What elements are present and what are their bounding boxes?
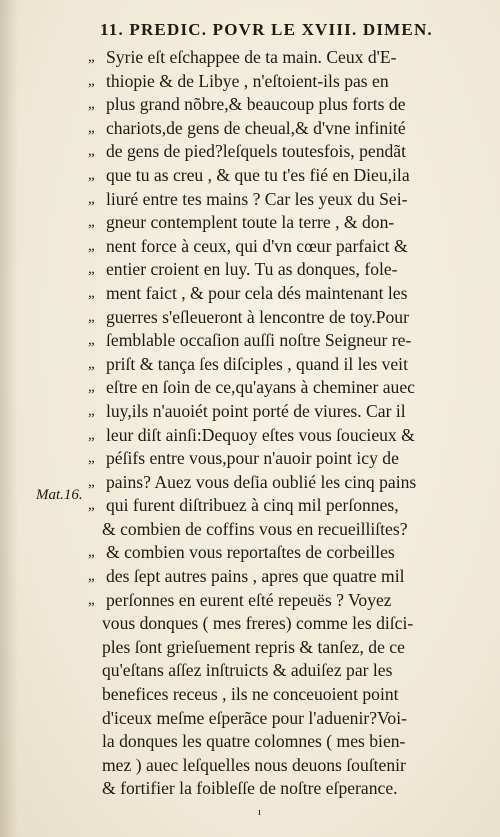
line-text: péſifs entre vous,pour n'auoir point icy de xyxy=(106,448,399,469)
quote-mark: „ xyxy=(88,143,95,160)
line-text: que tu as creu , & que tu t'es fié en Dieu,ila xyxy=(106,164,410,185)
line-text: chariots,de gens de cheual,& d'vne infinité xyxy=(106,117,406,138)
text-line xyxy=(88,777,478,801)
line-text: entier croient en luy. Tu as donques, fole- xyxy=(106,259,398,280)
quote-mark: „ xyxy=(88,166,95,183)
folio-mark: ı xyxy=(258,806,262,818)
text-line xyxy=(88,494,478,518)
quote-mark: „ xyxy=(88,308,95,325)
quote-mark: „ xyxy=(88,237,95,254)
page-gutter-shadow xyxy=(0,0,18,837)
text-line xyxy=(88,424,478,448)
line-text: vous donques ( mes freres) comme les diſci- xyxy=(102,613,414,634)
line-text: d'iceux meſme eſperãce pour l'aduenir?Voi- xyxy=(102,707,407,728)
line-text: priſt & tança ſes diſciples , quand il les veit xyxy=(106,353,408,374)
text-line xyxy=(88,659,478,683)
text-line xyxy=(88,589,478,613)
text-line xyxy=(88,730,478,754)
line-text: guerres s'eſleueront à lencontre de toy.Pour xyxy=(106,306,409,327)
text-line xyxy=(88,353,478,377)
text-line xyxy=(88,235,478,259)
running-head: 11. PREDIC. POVR LE XVIII. DIMEN. xyxy=(100,20,433,39)
text-line xyxy=(88,376,478,400)
line-text: de gens de pied?leſquels toutesfois, pendãt xyxy=(106,141,406,162)
quote-mark: „ xyxy=(88,119,95,136)
text-line xyxy=(88,258,478,282)
quote-mark: „ xyxy=(88,544,95,561)
text-line xyxy=(88,707,478,731)
line-text: leur diſt ainſi:Dequoy eſtes vous ſoucieux & xyxy=(106,424,415,445)
text-line xyxy=(88,140,478,164)
text-line xyxy=(88,211,478,235)
text-line xyxy=(88,93,478,117)
text-line xyxy=(88,306,478,330)
quote-mark: „ xyxy=(88,332,95,349)
quote-mark: „ xyxy=(88,72,95,89)
line-text: la donques les quatre colomnes ( mes bien- xyxy=(102,731,406,752)
body-text xyxy=(88,46,478,801)
text-line xyxy=(88,754,478,778)
line-text: plus grand nõbre,& beaucoup plus forts de xyxy=(106,94,406,115)
text-line xyxy=(88,117,478,141)
text-line xyxy=(88,541,478,565)
text-line xyxy=(88,70,478,94)
line-text: pains? Auez vous deſia oublié les cinq pains xyxy=(106,471,417,492)
line-text: ſemblable occaſion auſſi noſtre Seigneur re- xyxy=(106,330,412,351)
line-text: & combien de coffins vous en recueilliſtes? xyxy=(102,518,408,539)
text-line xyxy=(88,329,478,353)
quote-mark: „ xyxy=(88,190,95,207)
line-text: qui furent diſtribuez à cinq mil perſonnes, xyxy=(106,495,399,516)
quote-mark: „ xyxy=(88,473,95,490)
text-line xyxy=(88,164,478,188)
line-text: qu'eſtans aſſez inſtruicts & aduiſez par les xyxy=(102,660,393,681)
quote-mark: „ xyxy=(88,568,95,585)
line-text: mez ) auec leſquelles nous deuons ſouſtenir xyxy=(102,754,406,775)
line-text: luy,ils n'auoiét point porté de viures. Car il xyxy=(106,400,406,421)
quote-mark: „ xyxy=(88,402,95,419)
line-text: & combien vous reportaſtes de corbeilles xyxy=(106,542,395,563)
line-text: des ſept autres pains , apres que quatre mil xyxy=(106,566,405,587)
quote-mark: „ xyxy=(88,450,95,467)
quote-mark: „ xyxy=(88,96,95,113)
line-text: gneur contemplent toute la terre , & don- xyxy=(106,212,395,233)
text-line xyxy=(88,565,478,589)
quote-mark: „ xyxy=(88,426,95,443)
line-text: liuré entre tes mains ? Car les yeux du Sei- xyxy=(106,188,408,209)
text-line xyxy=(88,636,478,660)
quote-mark: „ xyxy=(88,49,95,65)
quote-mark: „ xyxy=(88,591,95,608)
text-line xyxy=(88,612,478,636)
text-line xyxy=(88,518,478,542)
line-text: eſtre en ſoin de ce,qu'ayans à cheminer auec xyxy=(106,377,415,398)
text-line xyxy=(88,188,478,212)
quote-mark: „ xyxy=(88,497,95,514)
quote-mark: „ xyxy=(88,214,95,231)
line-text: thiopie & de Libye , n'eſtoient-ils pas en xyxy=(106,70,389,91)
line-text: ment faict , & pour cela dés maintenant les xyxy=(106,282,408,303)
line-text: nent force à ceux, qui d'vn cœur parfaict & xyxy=(106,235,408,256)
line-text: ples ſont grieſuement repris & tanſez, de ce xyxy=(102,636,405,657)
text-line xyxy=(88,282,478,306)
quote-mark: „ xyxy=(88,261,95,278)
text-line xyxy=(88,471,478,495)
text-line xyxy=(88,683,478,707)
line-text: perſonnes en eurent eſté repeuës ? Voyez xyxy=(106,589,392,610)
line-text: benefices receus , ils ne conceuoient point xyxy=(102,684,399,705)
text-line xyxy=(88,447,478,471)
text-line xyxy=(88,400,478,424)
quote-mark: „ xyxy=(88,379,95,396)
quote-mark: „ xyxy=(88,355,95,372)
text-line xyxy=(88,46,478,70)
line-text: Syrie eſt eſchappee de ta main. Ceux d'E- xyxy=(106,47,397,67)
quote-mark: „ xyxy=(88,284,95,301)
line-text: & fortifier la foibleſſe de noſtre eſperance. xyxy=(102,778,398,799)
margin-note: Mat.16. xyxy=(36,487,83,503)
